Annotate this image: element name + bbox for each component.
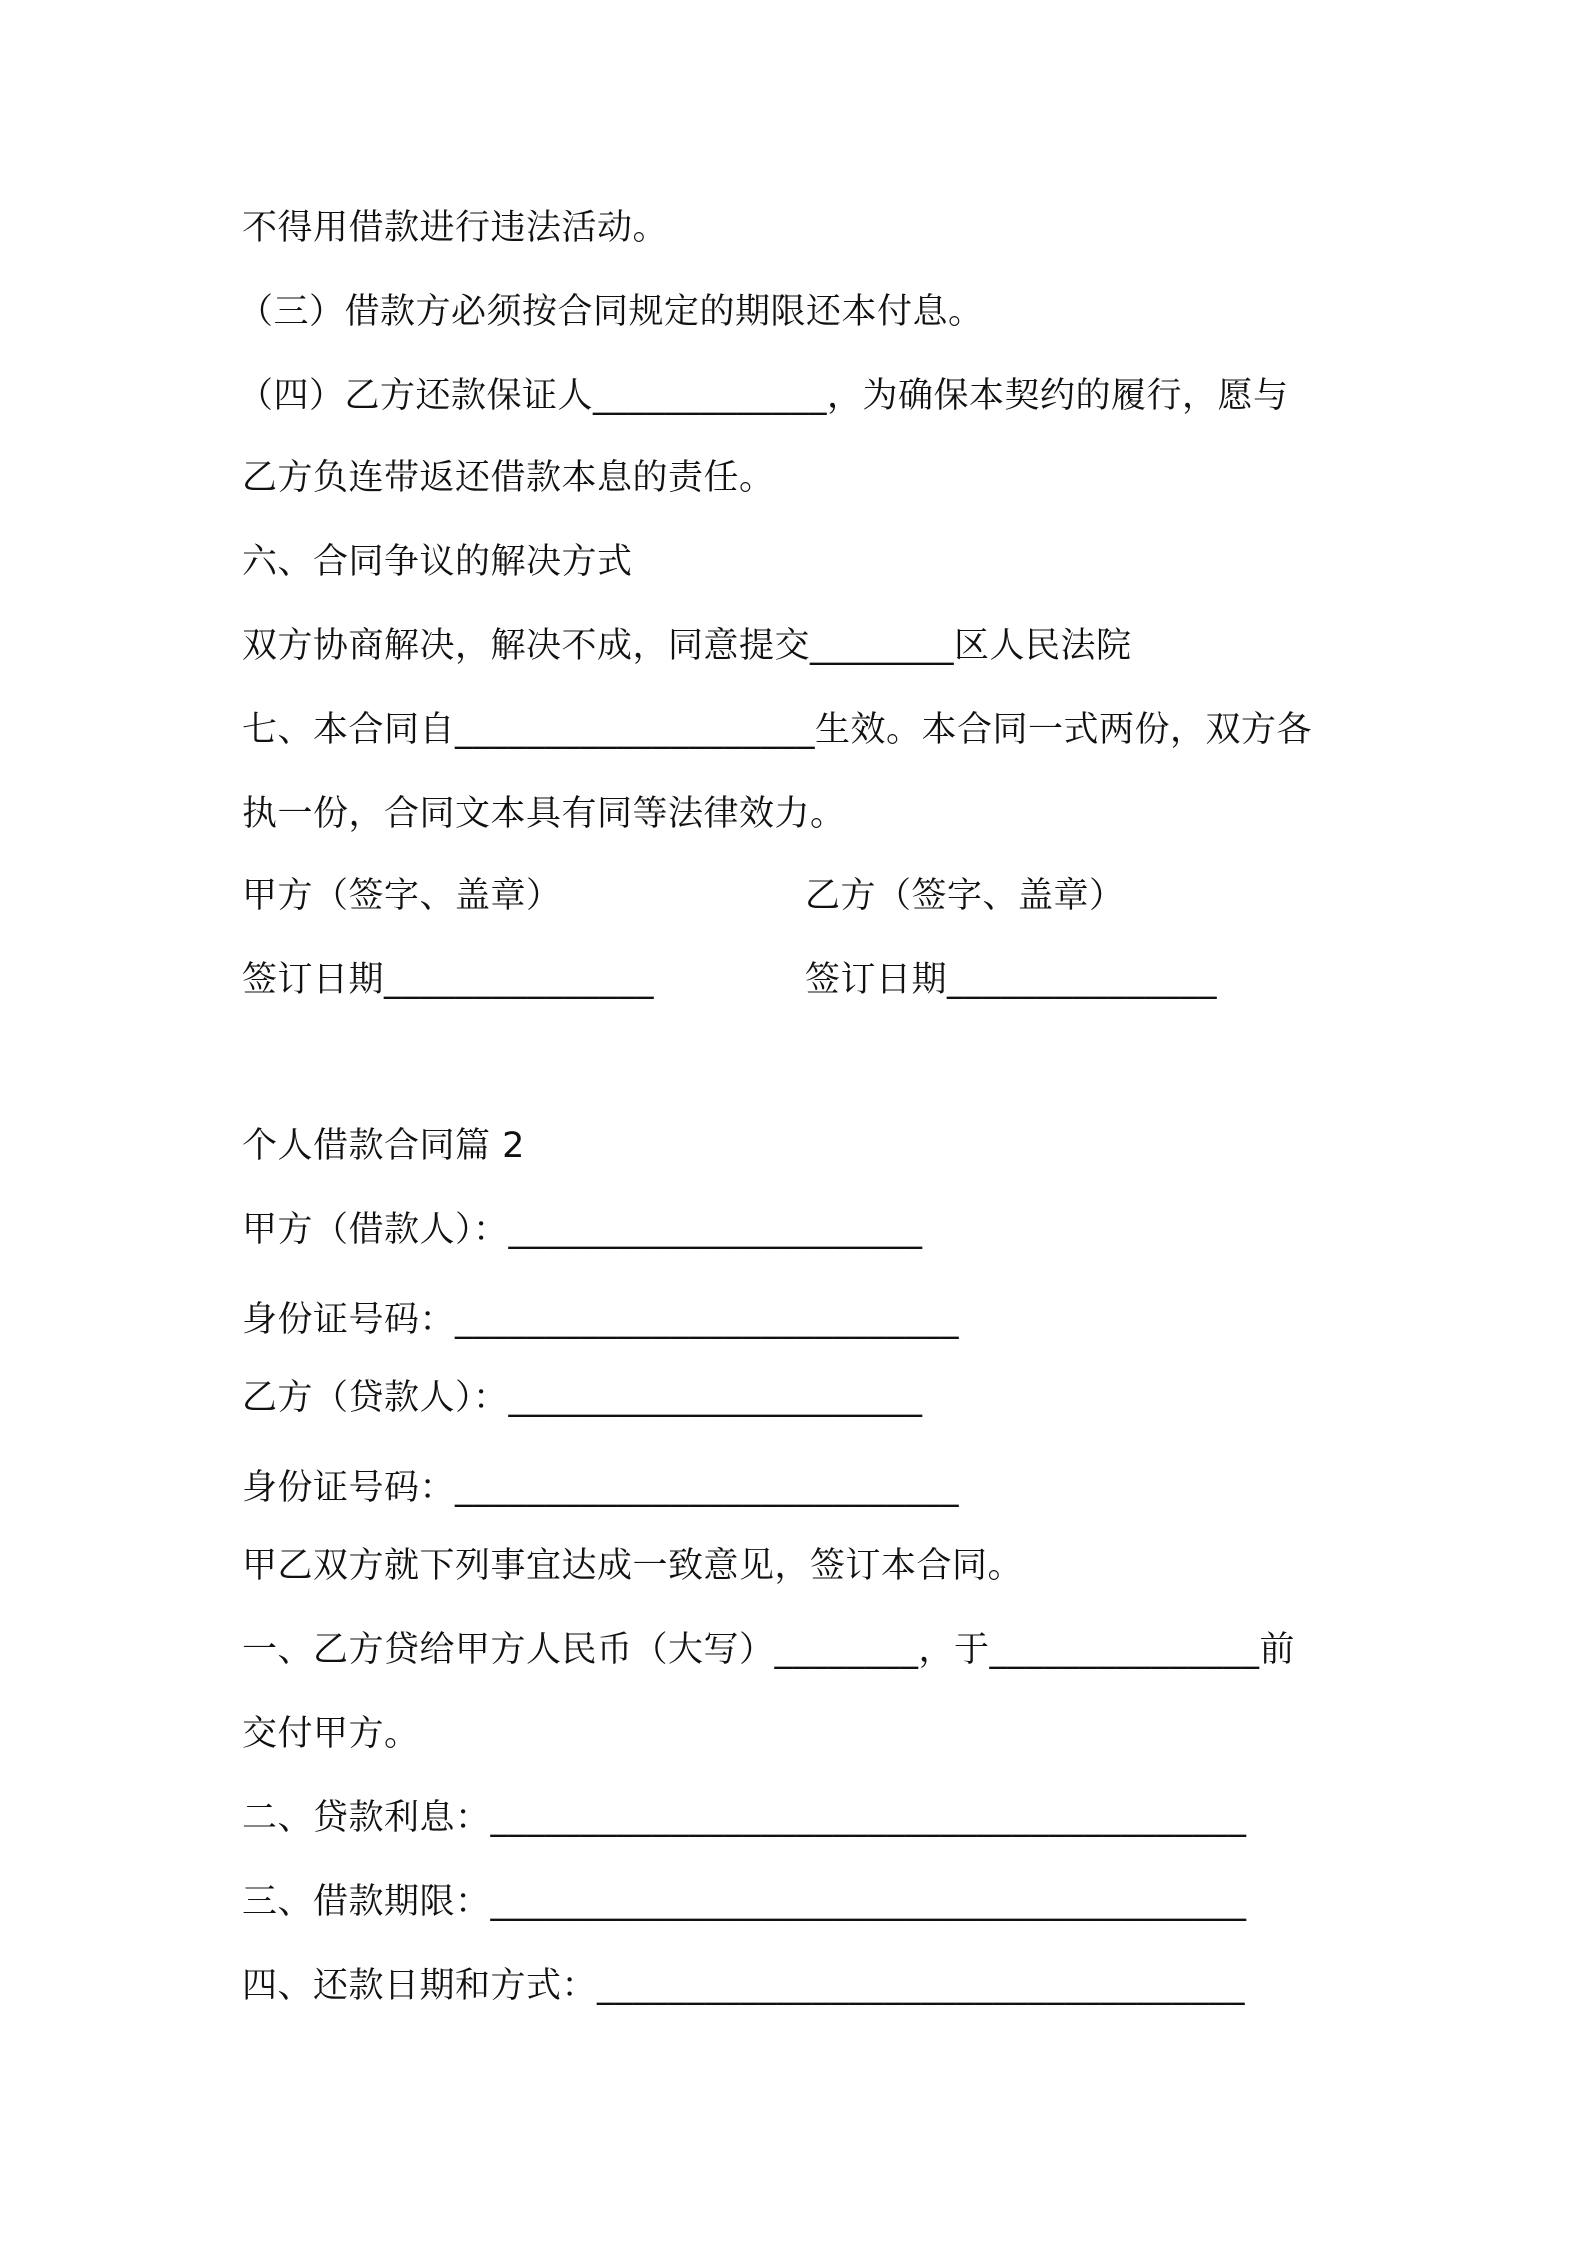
- clause-3: 三、借款期限：__________________________________________: [242, 1882, 1247, 1922]
- borrower-field: 甲方（借款人）：_______________________: [242, 1210, 923, 1250]
- clause-4: 四、还款日期和方式：____________________________________: [242, 1966, 1246, 2006]
- party-a-date-field: 签订日期_______________: [242, 960, 655, 1000]
- section-heading: 六、合同争议的解决方式: [242, 542, 633, 582]
- text-line: 执一份，合同文本具有同等法律效力。: [242, 794, 846, 834]
- text-line: （四）乙方还款保证人_____________，为确保本契约的履行，愿与: [238, 376, 1289, 416]
- party-a-signature-label: 甲方（签字、盖章）: [242, 876, 562, 916]
- party-b-date-field: 签订日期_______________: [805, 960, 1218, 1000]
- intro-text: 甲乙双方就下列事宜达成一致意见，签订本合同。: [242, 1546, 1024, 1586]
- party-b-signature-label: 乙方（签字、盖章）: [805, 876, 1125, 916]
- text-line: 不得用借款进行违法活动。: [242, 208, 669, 248]
- borrower-id-field: 身份证号码：____________________________: [242, 1300, 960, 1340]
- lender-field: 乙方（贷款人）：_______________________: [242, 1378, 923, 1418]
- section-title: 个人借款合同篇 2: [242, 1126, 525, 1166]
- text-line: （三）借款方必须按合同规定的期限还本付息。: [238, 292, 984, 332]
- text-line: 七、本合同自____________________生效。本合同一式两份，双方各: [242, 710, 1313, 750]
- text-line: 双方协商解决，解决不成，同意提交________区人民法院: [242, 626, 1132, 666]
- clause-2: 二、贷款利息：__________________________________________: [242, 1798, 1247, 1838]
- lender-id-field: 身份证号码：____________________________: [242, 1468, 960, 1508]
- text-line: 乙方负连带返还借款本息的责任。: [242, 458, 775, 498]
- clause-1-line-2: 交付甲方。: [242, 1714, 420, 1754]
- clause-1-line-1: 一、乙方贷给甲方人民币（大写）________，于_______________前: [242, 1630, 1296, 1670]
